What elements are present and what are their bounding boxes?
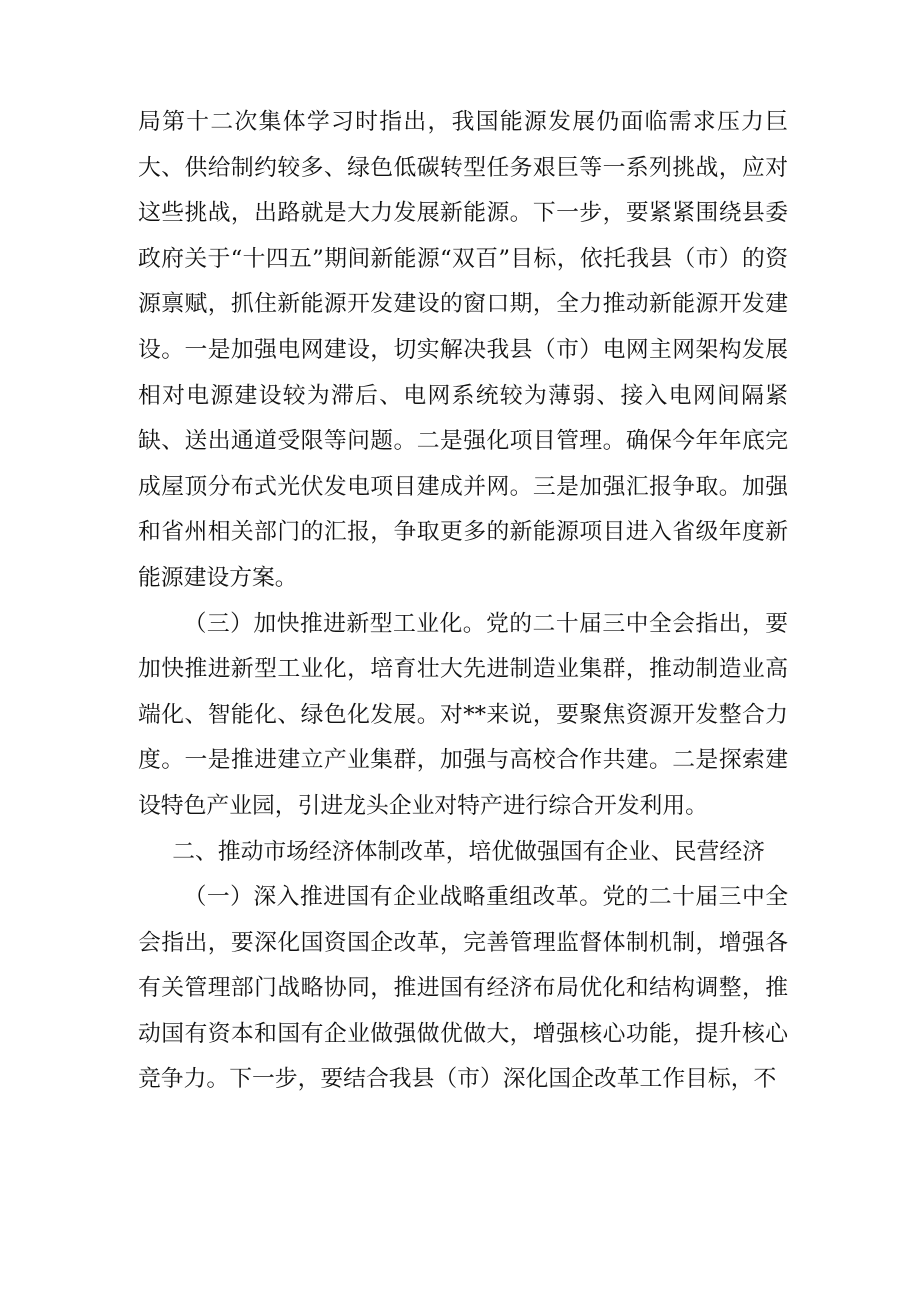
section-three-paragraph: （三）加快推进新型工业化。党的二十届三中全会指出，要加快推进新型工业化，培育壮大先进制造业集群，推动制造业高端化、智能化、绿色化发展。对**来说，要聚焦资源开发整合力度。一是推进建立产业集群，加强与高校合作共建。二是探索建设特色产业园，引进龙头企业对特产进行综合开发利用。 [138,610,788,819]
section-heading-two: 二、推动市场经济体制改革，培优做强国有企业、民营经济 [172,838,765,865]
section-one-paragraph: （一）深入推进国有企业战略重组改革。党的二十届三中全会指出，要深化国资国企改革，完善管理监督体制机制，增强各有关管理部门战略协同，推进国有经济布局优化和结构调整，推动国有资本和国有企业做强做优做大，增强核心功能，提升核心竞争力。下一步，要结合我县（市）深化国企改革工作目标，不 [138,884,788,1093]
document-body [138,100,788,1103]
continuation-paragraph: 局第十二次集体学习时指出，我国能源发展仍面临需求压力巨大、供给制约较多、绿色低碳转型任务艰巨等一系列挑战，应对这些挑战，出路就是大力发展新能源。下一步，要紧紧围绕县委政府关于“十四五”期间新能源“双百”目标，依托我县（市）的资源禀赋，抓住新能源开发建设的窗口期，全力推动新能源开发建设。一是加强电网建设，切实解决我县（市）电网主网架构发展相对电源建设较为滞后、电网系统较为薄弱、接入电网间隔紧缺、送出通道受限等问题。二是强化项目管理。确保今年年底完成屋顶分布式光伏发电项目建成并网。三是加强汇报争取。加强和省州相关部门的汇报，争取更多的新能源项目进入省级年度新能源建设方案。 [138,109,788,591]
